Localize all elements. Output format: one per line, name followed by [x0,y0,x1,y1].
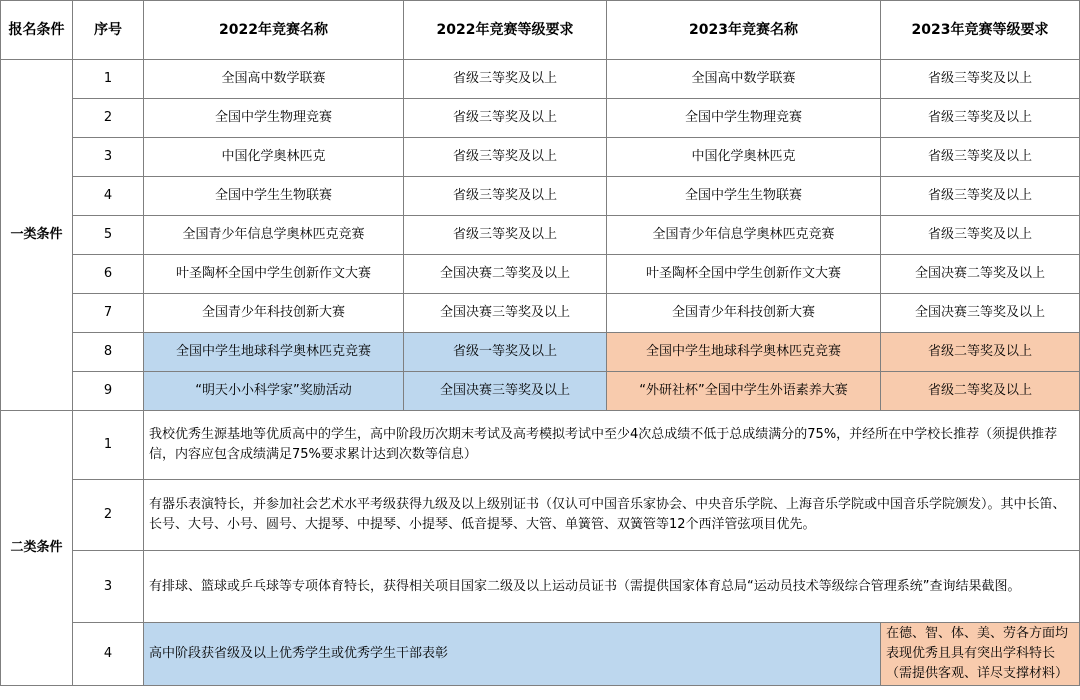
header-row [1,1,1080,60]
table-row [1,480,1080,551]
comp-level-2022: 省级一等奖及以上 [404,333,607,372]
comp-level-2023: 省级二等奖及以上 [881,333,1080,372]
table-row [1,255,1080,294]
comp-level-2022: 省级三等奖及以上 [404,177,607,216]
row-number: 4 [73,177,144,216]
table-row [1,411,1080,480]
comp-level-2023: 全国决赛二等奖及以上 [881,255,1080,294]
comp-level-2022: 全国决赛三等奖及以上 [404,372,607,411]
table-row [1,294,1080,333]
condition-text-b: 在德、智、体、美、劳各方面均表现优秀且具有突出学科特长（需提供客观、详尽支撑材料） [881,623,1080,686]
row-number: 5 [73,216,144,255]
condition-text: 有排球、篮球或乒乓球等专项体育特长，获得相关项目国家二级及以上运动员证书（需提供国家体育总局“运动员技术等级综合管理系统”查询结果截图。 [144,551,1080,623]
comp-level-2023: 全国决赛三等奖及以上 [881,294,1080,333]
comp-level-2023: 省级三等奖及以上 [881,138,1080,177]
row-number: 9 [73,372,144,411]
comp-name-2022: 全国高中数学联赛 [144,60,404,99]
table-row [1,138,1080,177]
header-2023-name: 2023年竞赛名称 [607,1,881,60]
comp-name-2022: 全国中学生生物联赛 [144,177,404,216]
row-number: 1 [73,411,144,480]
comp-level-2022: 全国决赛二等奖及以上 [404,255,607,294]
header-2022-name: 2022年竞赛名称 [144,1,404,60]
table-row [1,551,1080,623]
row-number: 6 [73,255,144,294]
comp-name-2022: 全国青少年信息学奥林匹克竞赛 [144,216,404,255]
comp-name-2023: 全国青少年信息学奥林匹克竞赛 [607,216,881,255]
condition-text: 有器乐表演特长，并参加社会艺术水平考级获得九级及以上级别证书（仅认可中国音乐家协会、中央音乐学院、上海音乐学院或中国音乐学院颁发）。其中长笛、长号、大号、小号、圆号、大提琴、中提琴、小提琴、低音提琴、大管、单簧管、双簧管等12个西洋管弦项目优先。 [144,480,1080,551]
comp-name-2022: “明天小小科学家”奖励活动 [144,372,404,411]
comp-level-2023: 省级三等奖及以上 [881,60,1080,99]
condition-text: 我校优秀生源基地等优质高中的学生，高中阶段历次期末考试及高考模拟考试中至少4次总成绩不低于总成绩满分的75%，并经所在中学校长推荐（须提供推荐信，内容应包含成绩满足75%要求累计达到次数等信息） [144,411,1080,480]
row-number: 1 [73,60,144,99]
comp-level-2022: 省级三等奖及以上 [404,99,607,138]
comp-name-2022: 叶圣陶杯全国中学生创新作文大赛 [144,255,404,294]
comp-name-2022: 中国化学奥林匹克 [144,138,404,177]
row-number: 3 [73,551,144,623]
row-number: 8 [73,333,144,372]
header-condition: 报名条件 [1,1,73,60]
comp-level-2023: 省级二等奖及以上 [881,372,1080,411]
condition-text-a: 高中阶段获省级及以上优秀学生或优秀学生干部表彰 [144,623,881,686]
comp-name-2023: 全国中学生生物联赛 [607,177,881,216]
comp-name-2022: 全国中学生地球科学奥林匹克竞赛 [144,333,404,372]
comp-name-2022: 全国中学生物理竞赛 [144,99,404,138]
comp-level-2023: 省级三等奖及以上 [881,216,1080,255]
comp-level-2022: 省级三等奖及以上 [404,60,607,99]
comp-name-2023: 中国化学奥林匹克 [607,138,881,177]
comp-name-2023: 全国青少年科技创新大赛 [607,294,881,333]
table-row [1,372,1080,411]
table-row [1,177,1080,216]
table-row [1,216,1080,255]
table-row [1,333,1080,372]
comp-name-2023: 全国中学生地球科学奥林匹克竞赛 [607,333,881,372]
comp-name-2023: “外研社杯”全国中学生外语素养大赛 [607,372,881,411]
row-number: 2 [73,480,144,551]
table-row [1,99,1080,138]
header-2023-level: 2023年竞赛等级要求 [881,1,1080,60]
header-2022-level: 2022年竞赛等级要求 [404,1,607,60]
comp-name-2023: 叶圣陶杯全国中学生创新作文大赛 [607,255,881,294]
category-2-cell: 二类条件 [1,411,73,686]
comp-level-2022: 省级三等奖及以上 [404,216,607,255]
header-number: 序号 [73,1,144,60]
row-number: 4 [73,623,144,686]
row-number: 7 [73,294,144,333]
comp-name-2023: 全国高中数学联赛 [607,60,881,99]
comp-level-2022: 省级三等奖及以上 [404,138,607,177]
table-row [1,623,1080,686]
category-1-cell: 一类条件 [1,60,73,411]
row-number: 3 [73,138,144,177]
comp-level-2023: 省级三等奖及以上 [881,99,1080,138]
comp-name-2023: 全国中学生物理竞赛 [607,99,881,138]
row-number: 2 [73,99,144,138]
comp-level-2023: 省级三等奖及以上 [881,177,1080,216]
comp-name-2022: 全国青少年科技创新大赛 [144,294,404,333]
table-row [1,60,1080,99]
comp-level-2022: 全国决赛三等奖及以上 [404,294,607,333]
